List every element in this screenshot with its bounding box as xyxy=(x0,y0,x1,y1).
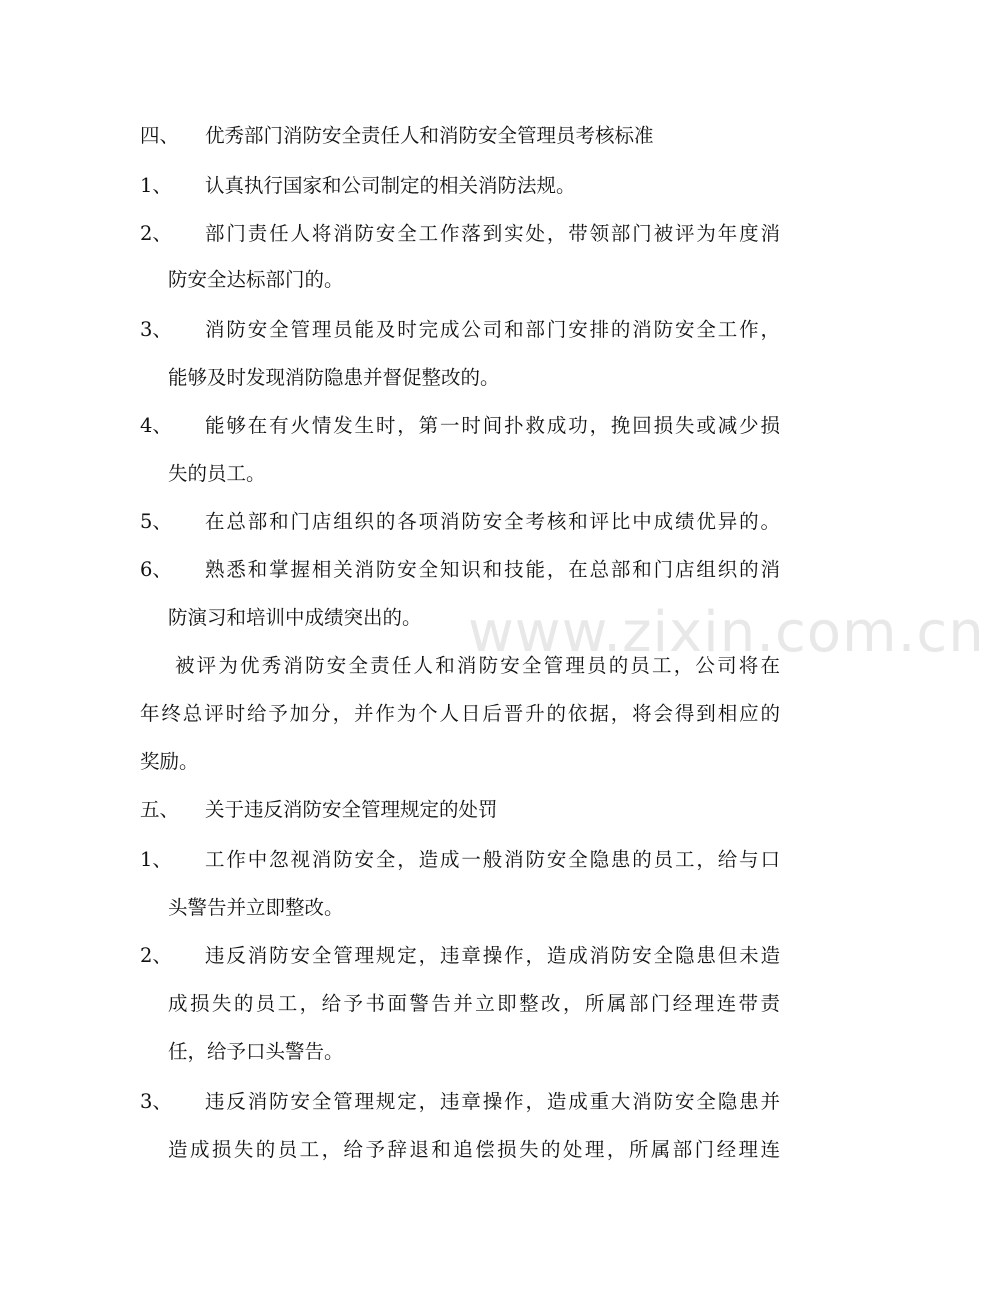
item-text: 能够及时发现消防隐患并督促整改的。 xyxy=(168,366,500,389)
item-text: 违反消防安全管理规定，违章操作，造成消防安全隐患但未造 xyxy=(205,944,780,967)
item-number: 3、 xyxy=(140,318,172,341)
item-text: 失的员工。 xyxy=(168,462,266,485)
item-number: 1、 xyxy=(140,174,172,197)
item-text: 成损失的员工，给予书面警告并立即整改，所属部门经理连带责 xyxy=(168,992,780,1015)
item-number: 3、 xyxy=(140,1090,172,1113)
section-title: 优秀部门消防安全责任人和消防安全管理员考核标准 xyxy=(205,124,654,147)
item-number: 2、 xyxy=(140,944,172,967)
item-number: 2、 xyxy=(140,222,172,245)
section-number: 四、 xyxy=(140,124,180,147)
summary-paragraph-line: 奖励。 xyxy=(140,750,199,773)
item-text: 工作中忽视消防安全，造成一般消防安全隐患的员工，给与口 xyxy=(205,848,780,871)
summary-paragraph-line: 年终总评时给予加分，并作为个人日后晋升的依据，将会得到相应的 xyxy=(140,702,780,725)
item-number: 5、 xyxy=(140,510,172,533)
item-text: 防演习和培训中成绩突出的。 xyxy=(168,606,422,629)
paragraph-text: 被评为优秀消防安全责任人和消防安全管理员的员工，公司将在 xyxy=(175,654,780,677)
item-number: 6、 xyxy=(140,558,172,581)
item-text: 防安全达标部门的。 xyxy=(168,268,344,291)
item-text: 任，给予口头警告。 xyxy=(168,1040,344,1063)
item-text: 在总部和门店组织的各项消防安全考核和评比中成绩优异的。 xyxy=(205,510,780,533)
section-number: 五、 xyxy=(140,798,180,821)
item-text: 违反消防安全管理规定，违章操作，造成重大消防安全隐患并 xyxy=(205,1090,780,1113)
item-text: 造成损失的员工，给予辞退和追偿损失的处理，所属部门经理连 xyxy=(168,1138,780,1161)
watermark: www.zixin.com.cn xyxy=(468,600,985,665)
item-number: 1、 xyxy=(140,848,172,871)
item-text: 能够在有火情发生时，第一时间扑救成功，挽回损失或减少损 xyxy=(205,414,780,437)
item-number: 4、 xyxy=(140,414,172,437)
item-text: 消防安全管理员能及时完成公司和部门安排的消防安全工作， xyxy=(205,318,780,341)
item-text: 认真执行国家和公司制定的相关消防法规。 xyxy=(205,174,576,197)
item-text: 头警告并立即整改。 xyxy=(168,896,344,919)
item-text: 熟悉和掌握相关消防安全知识和技能，在总部和门店组织的消 xyxy=(205,558,780,581)
item-text: 部门责任人将消防安全工作落到实处，带领部门被评为年度消 xyxy=(205,222,780,245)
section-title: 关于违反消防安全管理规定的处罚 xyxy=(205,798,498,821)
